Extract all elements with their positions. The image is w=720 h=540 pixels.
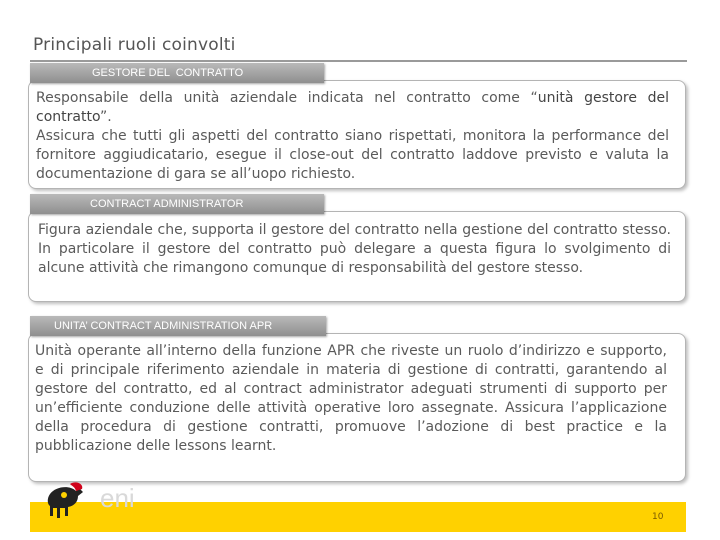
eni-dog-icon — [48, 482, 83, 518]
section-paragraph: Figura aziendale che, supporta il gestore del contratto nella gestione del contratto stesso. In particolare il gestore del contratto può delegare a questa figura lo svolgimento di alcune attività che rimangono comunque di responsabilità del gestore stesso. — [38, 222, 671, 276]
section-tab-unita-apr — [30, 316, 326, 336]
section-tab-label: CONTRACT ADMINISTRATOR — [90, 198, 244, 210]
eni-wordmark: eni — [100, 483, 135, 513]
section-box-unita-apr — [28, 333, 686, 482]
section-paragraph: Unità operante all’interno della funzione APR che riveste un ruolo d’indirizzo e supporto, e di principale riferimento aziendale in materia di gestione di contratti, garantendo al gestore del contratto, ed al contract administrator adeguati strumenti di supporto per un’efficiente conduzione delle attività operative loro assegnate. Assicura l’applicazione della procedura di gestione contratti, promuove l’adozione di best practice e la pubblicazione delle lessons learnt. — [35, 343, 667, 454]
section-paragraph — [36, 89, 669, 127]
title-divider — [30, 60, 687, 62]
section-tab-label: GESTORE DEL CONTRATTO — [92, 67, 244, 79]
section-tab-gestore — [30, 63, 324, 83]
section-tab-contract-administrator — [30, 194, 324, 214]
section-box-gestore — [28, 80, 686, 189]
page-number: 10 — [652, 512, 664, 522]
role-name-highlight: unità gestore del contratto — [36, 90, 669, 125]
section-box-contract-administrator — [28, 211, 686, 302]
paragraph-text: Responsabile della unità aziendale indicata nel contratto come “ — [36, 90, 538, 106]
paragraph-text: ”. — [100, 109, 112, 125]
page-title: Principali ruoli coinvolti — [33, 35, 236, 55]
section-tab-label: UNITA’ CONTRACT ADMINISTRATION APR — [54, 320, 273, 332]
section-paragraph: Assicura che tutti gli aspetti del contratto siano rispettati, monitora la performance del fornitore aggiudicatario, esegue il close-out del contratto laddove previsto e valuta la documentazione di gara se all’uopo richiesto. — [36, 128, 669, 182]
eni-logo — [40, 480, 160, 525]
